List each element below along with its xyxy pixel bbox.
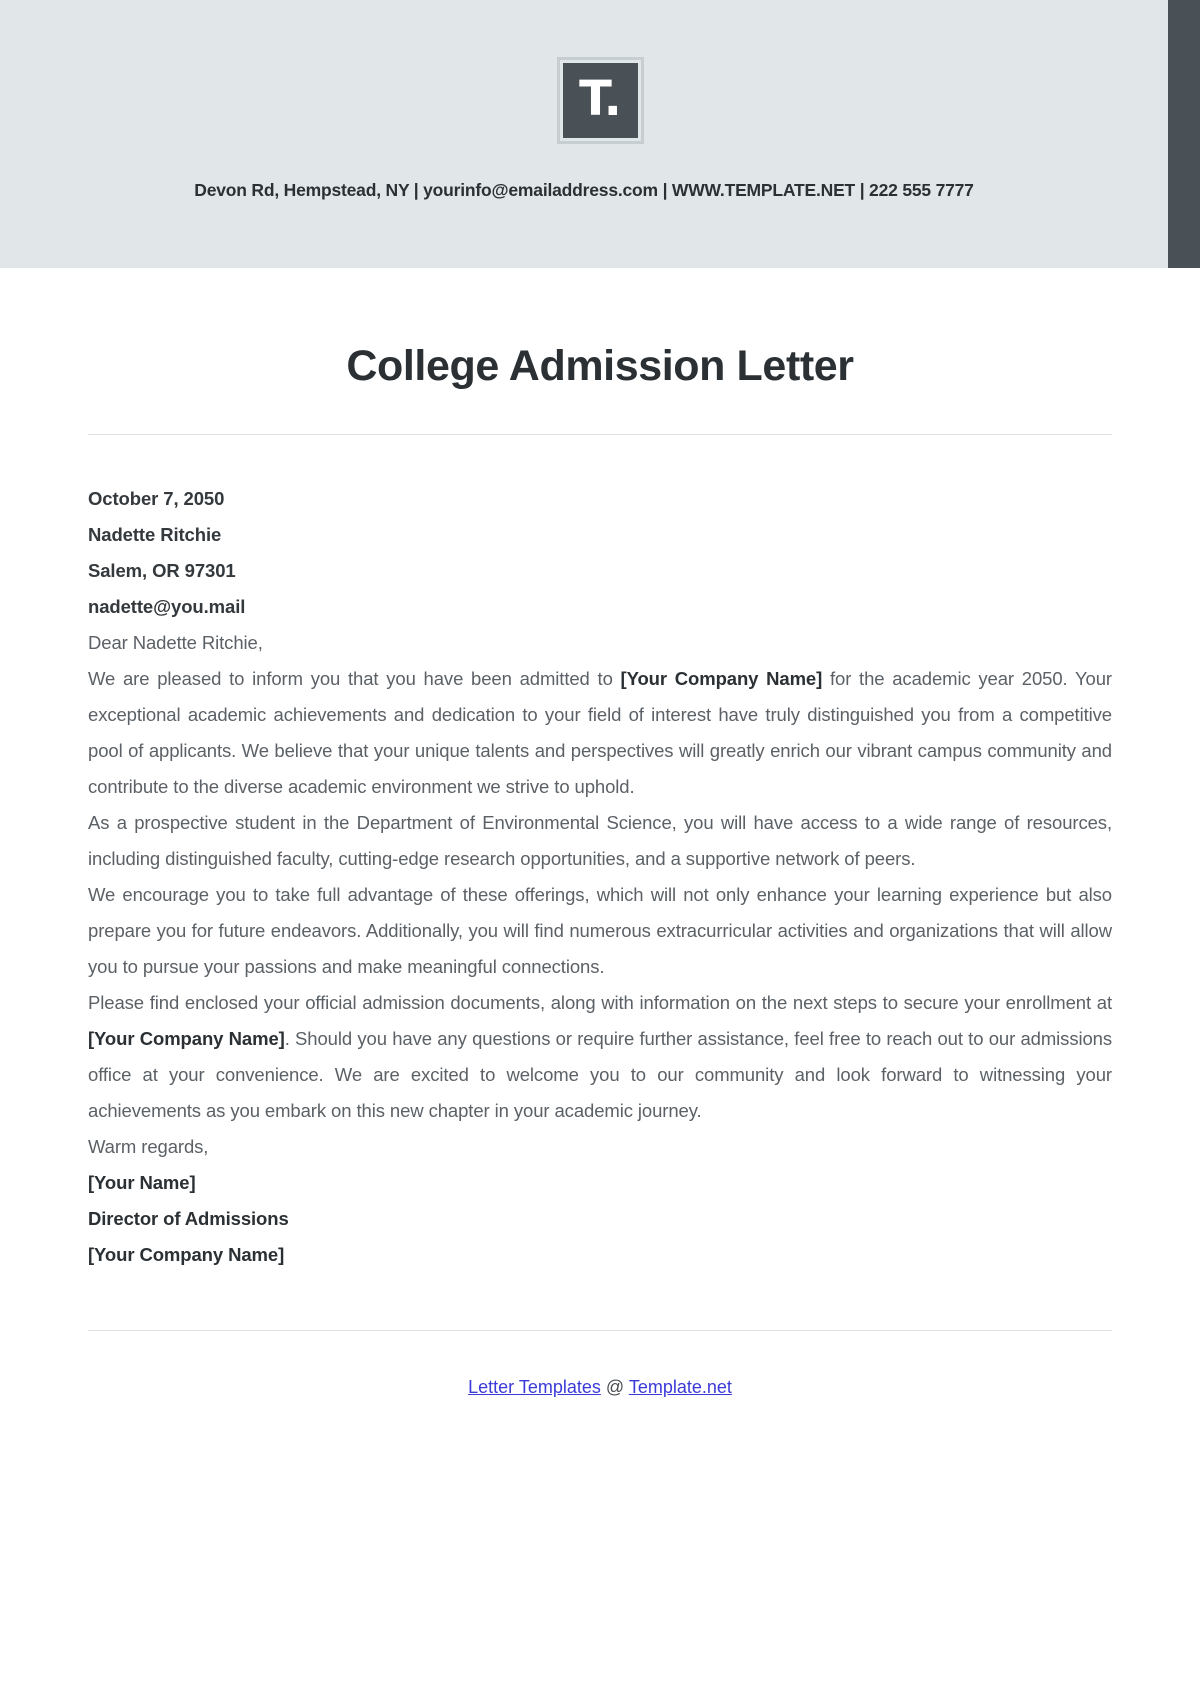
letter-templates-link[interactable]: Letter Templates bbox=[468, 1377, 601, 1398]
paragraph-text: We encourage you to take full advantage of these offerings, which will not only enhance your learning experience but also prepare you for future endeavors. Additionally, you will find numerous extracurricular activities and organizations that will allow you to pursue your passions and make meaningful connections. bbox=[88, 884, 1112, 978]
document-header bbox=[0, 0, 1200, 268]
recipient-email: nadette@you.mail bbox=[88, 596, 246, 618]
letter-paragraph bbox=[88, 661, 1112, 805]
letter-paragraph bbox=[88, 985, 1112, 1129]
recipient-name: Nadette Ritchie bbox=[88, 524, 222, 546]
footer-separator: @ bbox=[600, 1377, 629, 1398]
signature-block bbox=[88, 1165, 1112, 1273]
logo-container bbox=[0, 57, 1200, 144]
template-net-logo-icon bbox=[563, 63, 638, 138]
letter-paragraph bbox=[88, 805, 1112, 877]
closing-line: Warm regards, bbox=[88, 1136, 209, 1158]
header-contact-line: Devon Rd, Hempstead, NY | yourinfo@emailaddress.com | WWW.TEMPLATE.NET | 222 555 7777 bbox=[194, 180, 974, 200]
document-footer bbox=[88, 1331, 1112, 1398]
recipient-address: Salem, OR 97301 bbox=[88, 560, 236, 582]
paragraph-text: for the academic year 2050. Your exceptional academic achievements and dedication to your field of interest have truly distinguished you from a competitive pool of applicants. We believe that your unique talents and perspectives will greatly enrich our vibrant campus community and contribute to the diverse academic environment we strive to uphold. bbox=[88, 668, 1112, 798]
document-body bbox=[0, 268, 1200, 1398]
company-name-placeholder: [Your Company Name] bbox=[620, 668, 823, 690]
letter-content bbox=[88, 435, 1112, 1273]
paragraph-text: As a prospective student in the Department of Environmental Science, you will have access to a wide range of resources, including distinguished faculty, cutting-edge research opportunities, and a supportive network of peers. bbox=[88, 812, 1112, 870]
paragraph-text: Please find enclosed your official admission documents, along with information on the next steps to secure your enrollment at bbox=[88, 992, 1112, 1014]
salutation: Dear Nadette Ritchie, bbox=[88, 632, 263, 654]
logo-frame bbox=[557, 57, 644, 144]
logo-letter: T. bbox=[579, 70, 621, 127]
letter-paragraphs bbox=[88, 661, 1112, 1129]
template-net-link[interactable]: Template.net bbox=[628, 1377, 732, 1398]
letter-paragraph bbox=[88, 877, 1112, 985]
signature-line: Director of Admissions bbox=[88, 1208, 289, 1230]
paragraph-text: . Should you have any questions or require further assistance, feel free to reach out to our admissions office at your convenience. We are excited to welcome you to our community and look forward to witnessing your achievements as you embark on this new chapter in your academic journey. bbox=[88, 1028, 1113, 1122]
signature-line: [Your Company Name] bbox=[88, 1244, 285, 1266]
letter-date: October 7, 2050 bbox=[88, 488, 225, 510]
signature-line: [Your Name] bbox=[88, 1172, 196, 1194]
paragraph-text: We are pleased to inform you that you have been admitted to bbox=[88, 668, 621, 690]
company-name-placeholder: [Your Company Name] bbox=[88, 1028, 285, 1050]
page-title: College Admission Letter bbox=[346, 342, 854, 390]
